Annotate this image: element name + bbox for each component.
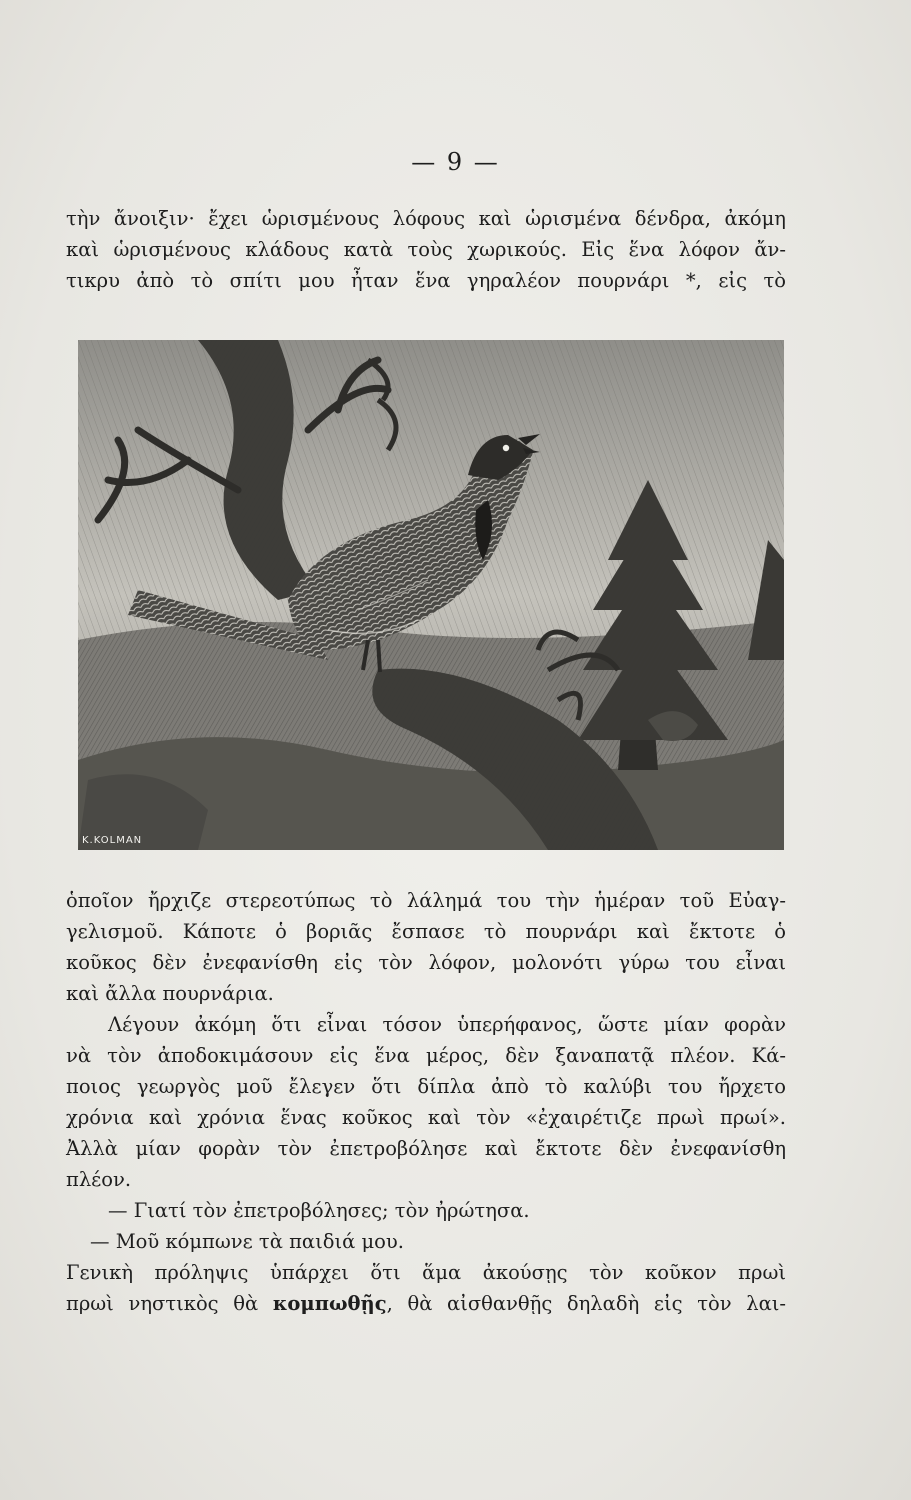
text-line: Γενικὴ πρόληψις ὑπάρχει ὅτι ἅμα ἀκούσῃς τὸν κοῦκον πρωὶ [66,1261,786,1284]
artist-signature: K.KOLMAN [82,835,143,846]
text-fragment: , θὰ αἰσθανθῇς δηλαδὴ εἰς τὸν λαι- [386,1292,787,1315]
page-number: — 9 — [411,148,500,176]
text-line: ποιος γεωργὸς μοῦ ἔλεγεν ὅτι δίπλα ἀπὸ τὸ καλύβι του ἤρχετο [66,1075,786,1098]
text-line-mixed [66,1288,786,1319]
text-line: καὶ ἄλλα πουρνάρια. [66,982,274,1005]
cuckoo-illustration [78,340,784,850]
text-line: Λέγουν ἀκόμη ὅτι εἶναι τόσον ὑπερήφανος, ὥστε μίαν φορὰν [108,1013,786,1036]
text-line: καὶ ὡρισμένους κλάδους κατὰ τοὺς χωρικούς. Εἰς ἕνα λόφον ἄν- [66,238,786,261]
text-line: ὁποῖον ἤρχιζε στερεοτύπως τὸ λάλημά του τὴν ἡμέραν τοῦ Εὐαγ- [66,889,786,912]
text-line: Ἀλλὰ μίαν φορὰν τὸν ἐπετροβόλησε καὶ ἔκτοτε δὲν ἐνεφανίσθη [66,1137,786,1160]
top-paragraph [66,203,786,296]
dialogue-line: — Μοῦ κόμπωνε τὰ παιδιά μου. [90,1230,404,1253]
text-line: τὴν ἄνοιξιν· ἔχει ὡρισμένους λόφους καὶ ὡρισμένα δένδρα, ἀκόμη [66,207,786,230]
text-line: τικρυ ἀπὸ τὸ σπίτι μου ἦταν ἕνα γηραλέον πουρνάρι *, εἰς τὸ [66,269,786,292]
engraving-image [78,340,784,850]
text-line: νὰ τὸν ἀποδοκιμάσουν εἰς ἕνα μέρος, δὲν ξαναπατᾷ πλέον. Κά- [66,1044,786,1067]
text-fragment: πρωὶ νηστικὸς θὰ [66,1292,259,1315]
dialogue-line: — Γιατί τὸν ἐπετροβόλησες; τὸν ἠρώτησα. [108,1199,530,1222]
text-line: χρόνια καὶ χρόνια ἕνας κοῦκος καὶ τὸν «ἐχαιρέτιζε πρωὶ πρωί». [66,1106,786,1129]
text-line: κοῦκος δὲν ἐνεφανίσθη εἰς τὸν λόφον, μολονότι γύρω του εἶναι [66,951,786,974]
text-line: γελισμοῦ. Κάποτε ὁ βοριᾶς ἔσπασε τὸ πουρνάρι καὶ ἔκτοτε ὁ [66,920,786,943]
bottom-text [66,885,786,1319]
text-line: πλέον. [66,1168,132,1191]
emphasized-word: κομπωθῇς [272,1292,387,1315]
